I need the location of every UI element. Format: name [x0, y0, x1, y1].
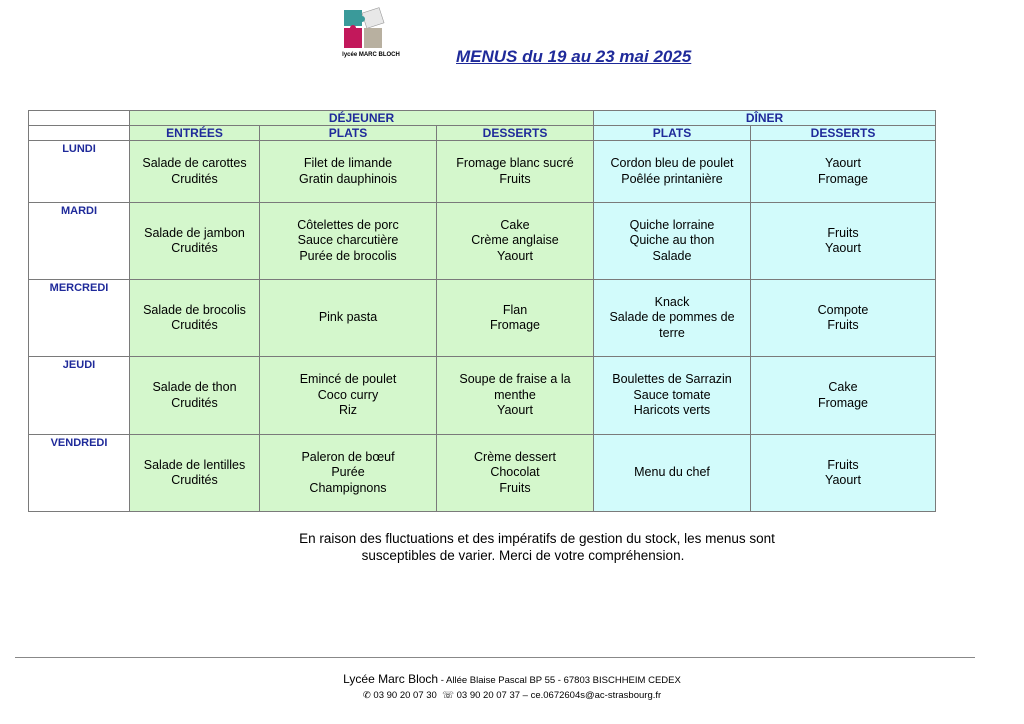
- dish-name: Fromage: [489, 318, 541, 332]
- dish-name: Coco curry: [317, 387, 379, 402]
- dish-name: Crudités: [171, 395, 218, 410]
- logo-caption: lycée MARC BLOCH: [342, 52, 400, 58]
- dinner-header: DÎNER: [594, 111, 936, 126]
- menu-cell-dinner-plats: [594, 280, 751, 357]
- dish-name: Crudités: [171, 171, 218, 186]
- phone-icon: ✆: [362, 690, 371, 701]
- dish-name: Crème dessert: [474, 449, 556, 464]
- menu-cell-dinner-desserts: [751, 435, 936, 512]
- menu-cell-lunch-plats: [260, 435, 437, 512]
- dish-name: Filet de limande: [303, 156, 393, 170]
- dish-name: Chocolat: [490, 465, 540, 480]
- day-label: MARDI: [29, 203, 130, 280]
- dish-name: Salade de thon: [152, 380, 237, 394]
- dish-name: Yaourt: [825, 156, 861, 170]
- dish-name: Fromage: [817, 171, 869, 186]
- dish-name: Fruits: [499, 480, 531, 495]
- day-label: JEUDI: [29, 357, 130, 435]
- menu-cell-dinner-desserts: [751, 357, 936, 435]
- dish-name: Sauce charcutière: [297, 233, 399, 248]
- menu-cell-lunch-desserts: [437, 435, 594, 512]
- dish-name: Sauce tomate: [633, 387, 711, 402]
- menu-cell-entrees: [130, 141, 260, 203]
- dish-name: Champignons: [309, 480, 387, 495]
- dish-name: Cordon bleu de poulet: [610, 156, 734, 170]
- dish-name: Quiche au thon: [629, 233, 715, 248]
- dish-name: Cake: [828, 380, 858, 394]
- menu-row-vendredi: [29, 435, 936, 512]
- menu-cell-lunch-plats: [260, 141, 437, 203]
- corner-cell: [29, 126, 130, 141]
- menu-cell-lunch-desserts: [437, 203, 594, 280]
- stock-notice: [0, 530, 1024, 564]
- dish-name: Salade de lentilles: [143, 457, 246, 472]
- footer-school-name: Lycée Marc Bloch: [343, 672, 439, 686]
- dish-name: Fromage: [817, 395, 869, 410]
- dish-name: Salade de carottes: [142, 156, 247, 170]
- notice-line-1: En raison des fluctuations et des impératifs de gestion du stock, les menus sont: [299, 531, 775, 546]
- dish-name: Compote: [817, 302, 869, 317]
- dish-name: Cake: [500, 217, 530, 232]
- dish-name: Crème anglaise: [471, 233, 559, 248]
- column-header-lunch-plats: PLATS: [260, 126, 437, 141]
- menu-cell-entrees: [130, 203, 260, 280]
- dish-name: Yaourt: [825, 473, 861, 487]
- dish-name: Crudités: [171, 241, 218, 255]
- menu-cell-lunch-desserts: [437, 280, 594, 357]
- column-header-dinner-plats: PLATS: [594, 126, 751, 141]
- day-label: LUNDI: [29, 141, 130, 203]
- menu-cell-dinner-desserts: [751, 203, 936, 280]
- dish-name: Gratin dauphinois: [299, 171, 397, 186]
- dish-name: Quiche lorraine: [629, 217, 715, 232]
- menu-cell-dinner-plats: [594, 203, 751, 280]
- menu-cell-lunch-plats: [260, 203, 437, 280]
- menu-cell-entrees: [130, 357, 260, 435]
- fax-icon: ☏: [442, 690, 454, 701]
- dish-name: Riz: [338, 403, 358, 418]
- footer-divider: [15, 657, 975, 658]
- menu-table: [28, 110, 936, 512]
- menu-cell-lunch-plats: [260, 280, 437, 357]
- dish-name: Fruits: [827, 457, 859, 472]
- menu-cell-dinner-desserts: [751, 280, 936, 357]
- dish-name: Emincé de poulet: [299, 372, 397, 387]
- footer-phone: 03 90 20 07 30: [373, 690, 437, 701]
- menu-cell-dinner-plats: [594, 141, 751, 203]
- dish-name: Purée de brocolis: [299, 248, 397, 263]
- dish-name: Fromage blanc sucré: [456, 156, 574, 170]
- dish-name: Flan: [502, 302, 528, 317]
- dish-name: terre: [659, 325, 685, 340]
- menu-cell-entrees: [130, 435, 260, 512]
- menu-cell-dinner-plats: [594, 435, 751, 512]
- dish-name: Yaourt: [825, 241, 861, 255]
- menu-row-lundi: [29, 141, 936, 203]
- dish-name: Boulettes de Sarrazin: [612, 372, 732, 387]
- dish-name: Soupe de fraise a la: [459, 372, 571, 387]
- footer: [0, 672, 1024, 703]
- dish-name: Yaourt: [497, 403, 533, 418]
- dish-name: Crudités: [171, 318, 218, 332]
- dish-name: Yaourt: [497, 248, 533, 263]
- dish-name: Crudités: [171, 473, 218, 487]
- footer-address: - Allée Blaise Pascal BP 55 - 67803 BISCHHEIM CEDEX: [438, 675, 681, 686]
- menu-row-mercredi: [29, 280, 936, 357]
- dish-name: Haricots verts: [633, 403, 711, 418]
- dish-name: Pink pasta: [318, 310, 378, 325]
- corner-cell: [29, 111, 130, 126]
- dish-name: Salade de jambon: [144, 225, 245, 240]
- page-title: MENUS du 19 au 23 mai 2025: [456, 47, 692, 66]
- dish-name: Salade de brocolis: [143, 302, 246, 317]
- dish-name: Fruits: [499, 171, 531, 186]
- notice-line-2: susceptibles de varier. Merci de votre compréhension.: [361, 548, 685, 563]
- dish-name: Purée: [331, 465, 365, 480]
- menu-cell-dinner-plats: [594, 357, 751, 435]
- menu-cell-lunch-desserts: [437, 357, 594, 435]
- dish-name: Côtelettes de porc: [297, 217, 399, 232]
- dish-name: Fruits: [827, 318, 859, 332]
- menu-cell-lunch-desserts: [437, 141, 594, 203]
- day-label: VENDREDI: [29, 435, 130, 512]
- dish-name: Salade de pommes de: [609, 310, 735, 325]
- menu-row-mardi: [29, 203, 936, 280]
- column-header-lunch-desserts: DESSERTS: [437, 126, 594, 141]
- dish-name: Knack: [654, 294, 690, 309]
- menu-row-jeudi: [29, 357, 936, 435]
- dish-name: Menu du chef: [634, 465, 710, 480]
- dish-name: Poêlée printanière: [621, 171, 723, 186]
- menu-cell-lunch-plats: [260, 357, 437, 435]
- dish-name: menthe: [494, 387, 536, 402]
- dish-name: Fruits: [827, 225, 859, 240]
- column-header-dinner-desserts: DESSERTS: [751, 126, 936, 141]
- menu-cell-dinner-desserts: [751, 141, 936, 203]
- column-header-entrees: ENTRÉES: [130, 126, 260, 141]
- lunch-header: DÉJEUNER: [130, 111, 594, 126]
- day-label: MERCREDI: [29, 280, 130, 357]
- menu-cell-entrees: [130, 280, 260, 357]
- footer-fax-email: 03 90 20 07 37 – ce.0672604s@ac-strasbourg.fr: [456, 690, 662, 701]
- dish-name: Paleron de bœuf: [301, 449, 395, 464]
- dish-name: Salade: [652, 248, 692, 263]
